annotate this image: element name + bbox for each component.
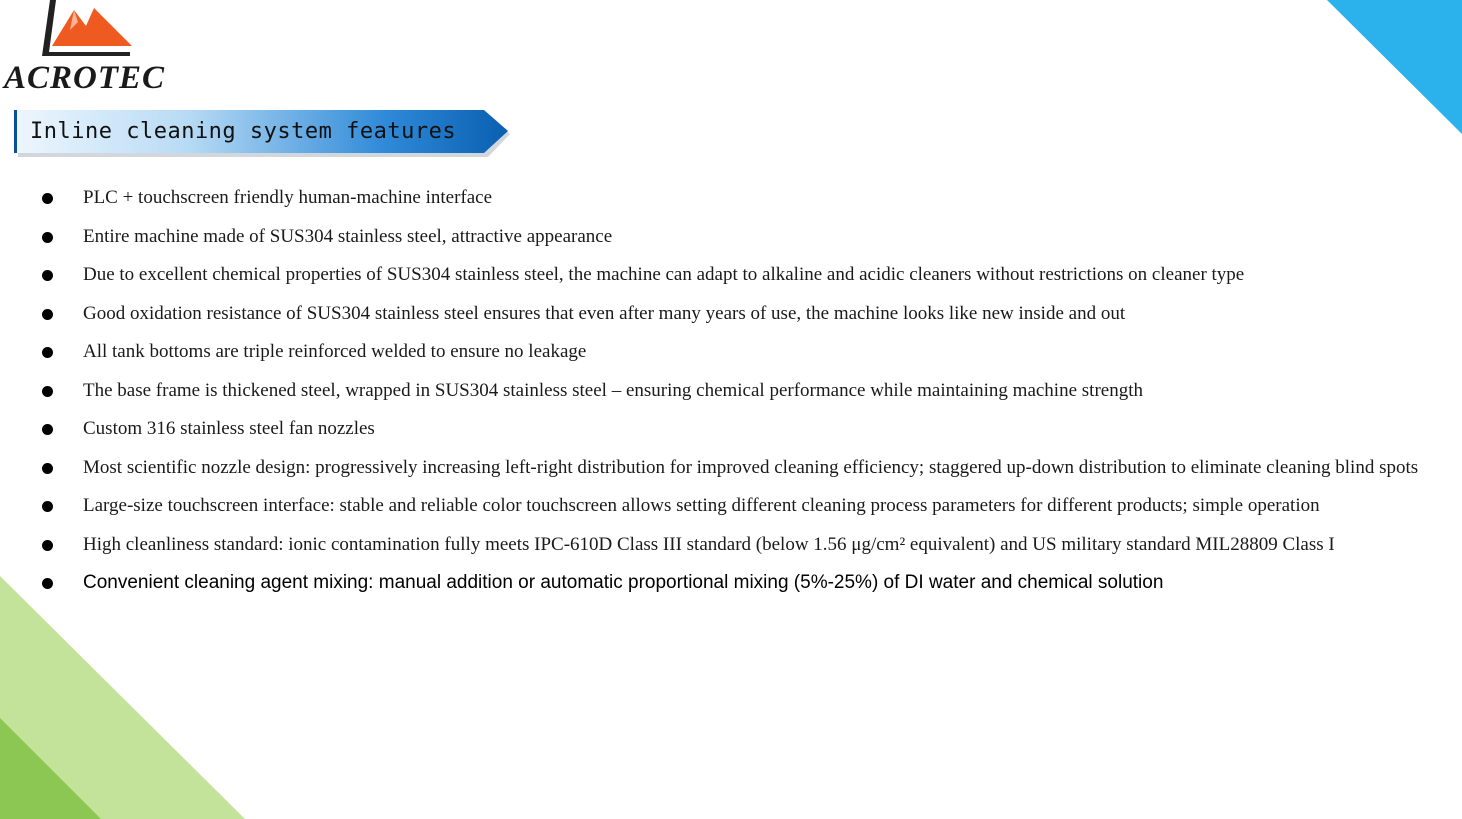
list-item [42, 410, 1442, 449]
page-title: Inline cleaning system features [30, 119, 457, 144]
bullet-icon [42, 347, 53, 358]
list-item [42, 333, 1442, 372]
feature-text: High cleanliness standard: ionic contamination fully meets IPC-610D Class III standard (below 1.56 μg/cm² equivalent) and US military standard MIL28809 Class I [83, 533, 1335, 555]
feature-text: Good oxidation resistance of SUS304 stainless steel ensures that even after many years of use, the machine looks like new inside and out [83, 302, 1126, 324]
list-item [42, 449, 1442, 488]
feature-text: Large-size touchscreen interface: stable and reliable color touchscreen allows setting different cleaning process parameters for different products; simple operation [83, 495, 1320, 516]
bullet-icon [42, 386, 53, 397]
company-logo [4, 0, 174, 100]
bullet-icon [42, 501, 53, 512]
bullet-icon [42, 193, 53, 204]
feature-list [42, 179, 1442, 603]
list-item [42, 564, 1442, 603]
logo-mountain-icon [34, 0, 139, 60]
list-item [42, 487, 1442, 526]
list-item [42, 179, 1442, 218]
bullet-icon [42, 309, 53, 320]
feature-text: The base frame is thickened steel, wrapped in SUS304 stainless steel – ensuring chemical performance while maintaining machine strength [83, 379, 1143, 401]
list-item [42, 256, 1442, 295]
feature-text: PLC + touchscreen friendly human-machine interface [83, 187, 493, 208]
bullet-icon [42, 578, 53, 589]
logo-wordmark: ACROTEC [4, 60, 166, 96]
feature-text: All tank bottoms are triple reinforced welded to ensure no leakage [83, 341, 587, 362]
bullet-icon [42, 270, 53, 281]
feature-text: Due to excellent chemical properties of SUS304 stainless steel, the machine can adapt to alkaline and acidic cleaners without restrictions on cleaner type [83, 264, 1245, 285]
list-item [42, 218, 1442, 257]
title-banner [14, 109, 514, 159]
list-item [42, 372, 1442, 411]
feature-text: Most scientific nozzle design: progressively increasing left-right distribution for improved cleaning efficiency; staggered up-down distribution to eliminate cleaning blind spots [83, 456, 1419, 478]
list-item [42, 526, 1442, 565]
feature-text: Custom 316 stainless steel fan nozzles [83, 418, 375, 439]
feature-text: Entire machine made of SUS304 stainless steel, attractive appearance [83, 225, 613, 247]
list-item [42, 295, 1442, 334]
bullet-icon [42, 463, 53, 474]
bullet-icon [42, 424, 53, 435]
bullet-icon [42, 232, 53, 243]
feature-text: Convenient cleaning agent mixing: manual addition or automatic proportional mixing (5%-25%) of DI water and chemical solution [83, 572, 1164, 593]
bullet-icon [42, 540, 53, 551]
